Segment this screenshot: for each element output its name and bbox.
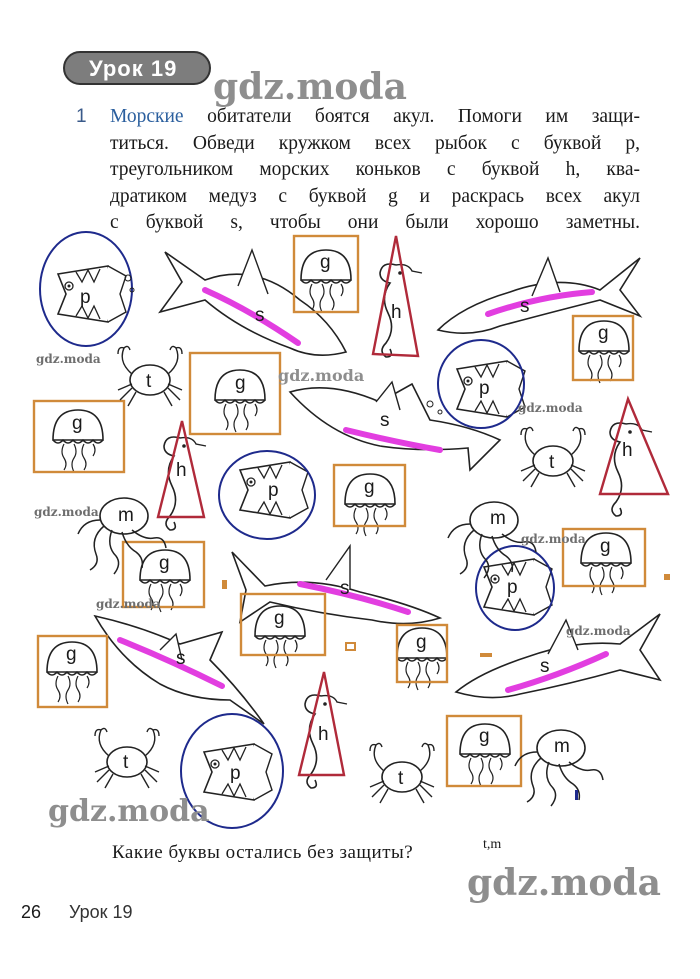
watermark: gdz.moda bbox=[213, 66, 407, 108]
crab-letter: t bbox=[123, 752, 129, 773]
seahorse-letter: h bbox=[176, 460, 187, 481]
crab-letter: t bbox=[146, 371, 152, 392]
seahorse-letter: h bbox=[622, 440, 633, 461]
watermark: gdz.moda bbox=[96, 597, 161, 611]
shark bbox=[95, 616, 264, 724]
shark-letter: s bbox=[520, 296, 530, 317]
jellyfish-letter: g bbox=[159, 553, 170, 574]
jellyfish-letter: g bbox=[320, 252, 331, 273]
watermark: gdz.moda bbox=[34, 505, 99, 519]
question-text: Какие буквы остались без защиты? bbox=[112, 842, 414, 863]
fish-letter: p bbox=[268, 480, 279, 501]
octopus-letter: m bbox=[490, 508, 506, 529]
shark-letter: s bbox=[540, 656, 550, 677]
jellyfish-letter: g bbox=[72, 413, 83, 434]
page-number: 26 bbox=[21, 902, 42, 922]
jellyfish-letter: g bbox=[274, 608, 285, 629]
fish-letter: p bbox=[230, 763, 241, 784]
watermark: gdz.moda bbox=[36, 352, 101, 366]
watermark: gdz.moda bbox=[48, 794, 210, 829]
watermark: gdz.moda bbox=[278, 366, 365, 385]
jellyfish-letter: g bbox=[364, 477, 375, 498]
jellyfish-letter: g bbox=[598, 323, 609, 344]
shark-letter: s bbox=[255, 305, 265, 326]
task-line: с буквой s, чтобы они были хорошо заметны. bbox=[110, 212, 640, 233]
task-line: титься. Обведи кружком всех рыбок с буквой p, bbox=[110, 132, 640, 154]
octopus-letter: m bbox=[554, 736, 570, 757]
task-line: Морские обитатели боятся акул. Помоги им защи- bbox=[110, 106, 640, 127]
watermark: gdz.moda bbox=[518, 401, 583, 415]
task-number: 1 bbox=[76, 106, 87, 127]
crab-letter: t bbox=[398, 768, 404, 789]
task-line: треугольником морских коньков с буквой h, ква- bbox=[110, 159, 640, 180]
task-line: дратиком медуз с буквой g и раскрась всех акул bbox=[110, 185, 640, 207]
seahorse-letter: h bbox=[391, 302, 402, 323]
shark-letter: s bbox=[176, 648, 186, 669]
seahorse-letter: h bbox=[318, 724, 329, 745]
lesson-badge-label: Урок 19 bbox=[89, 56, 178, 81]
watermark: gdz.moda bbox=[566, 624, 631, 638]
watermark: gdz.moda bbox=[467, 862, 661, 904]
fish-letter: p bbox=[80, 287, 91, 308]
watermark: gdz.moda bbox=[521, 532, 586, 546]
fish-letter: p bbox=[507, 577, 518, 598]
shark-letter: s bbox=[340, 578, 350, 599]
jellyfish-letter: g bbox=[416, 632, 427, 653]
footer-lesson: Урок 19 bbox=[69, 902, 133, 922]
crab-letter: t bbox=[549, 452, 555, 473]
jellyfish-letter: g bbox=[235, 373, 246, 394]
jellyfish-letter: g bbox=[479, 726, 490, 747]
octopus-letter: m bbox=[118, 505, 134, 526]
shark-letter: s bbox=[380, 410, 390, 431]
jellyfish-letter: g bbox=[600, 536, 611, 557]
handwritten-answer: t,m bbox=[483, 837, 502, 852]
jellyfish-letter: g bbox=[66, 644, 77, 665]
fish-letter: p bbox=[479, 378, 490, 399]
